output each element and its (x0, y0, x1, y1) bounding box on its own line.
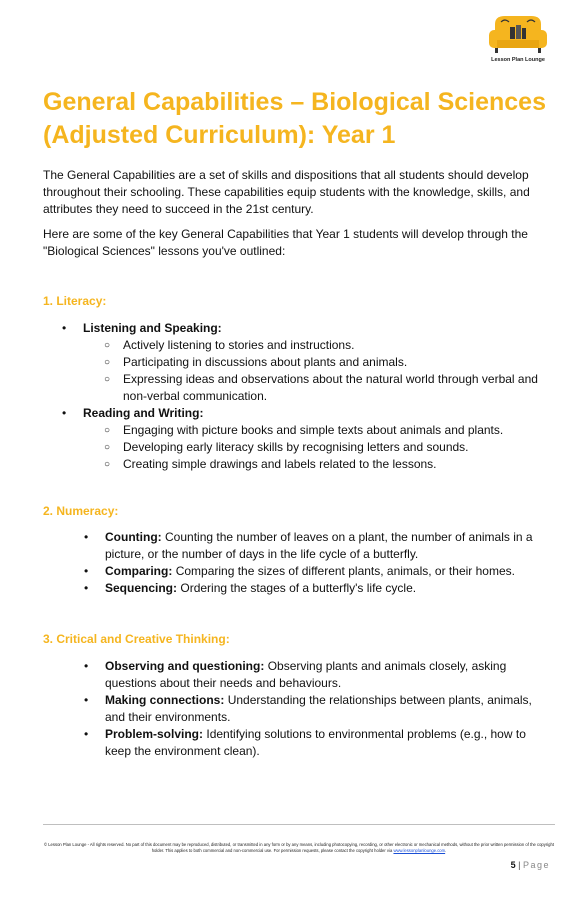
sub-list-item (83, 354, 548, 371)
page-separator: | (518, 860, 521, 870)
sub-list-item (83, 439, 548, 456)
circle-bullet-icon: ○ (104, 425, 111, 436)
circle-bullet-icon: ○ (104, 357, 111, 368)
list-item (84, 563, 552, 580)
sub-list-item (83, 422, 548, 439)
item-label: Making connections: (105, 693, 225, 707)
sub-item-text: Expressing ideas and observations about the natural world through verbal and non-verbal communication. (123, 372, 538, 403)
item-label: Sequencing: (105, 581, 178, 595)
item-label: Counting: (105, 530, 162, 544)
circle-bullet-icon: ○ (104, 442, 111, 453)
sub-item-text: Engaging with picture books and simple texts about animals and plants. (123, 423, 504, 437)
sub-item-text: Creating simple drawings and labels related to the lessons. (123, 457, 437, 471)
sub-list-item (83, 337, 548, 354)
bullet-icon: • (84, 659, 89, 673)
page-word: Page (522, 860, 550, 870)
list-item (84, 529, 552, 563)
sub-item-text: Participating in discussions about plants and animals. (123, 355, 408, 369)
item-text: Ordering the stages of a butterfly's life cycle. (180, 581, 417, 595)
item-label: Reading and Writing: (83, 406, 204, 420)
bullet-icon: • (84, 727, 89, 741)
literacy-list (62, 320, 552, 473)
intro-paragraph: Here are some of the key General Capabilities that Year 1 students will develop through the "Biological Sciences" lessons you've outlined: (43, 227, 528, 258)
bullet-icon: • (84, 564, 89, 578)
item-text: Observing plants and animals closely, asking questions about their needs and behaviours. (105, 659, 507, 690)
list-item (84, 692, 552, 726)
intro-paragraph: The General Capabilities are a set of skills and dispositions that all students should develop throughout their schooling. These capabilities equip students with the knowledge, skills, and attributes they need to succeed in the 21st century. (43, 168, 530, 216)
section-heading-literacy: 1. Literacy: (43, 294, 107, 308)
section-heading-critical-thinking: 3. Critical and Creative Thinking: (43, 632, 230, 646)
link-suffix: . (445, 848, 447, 853)
logo-text: Lesson Plan Lounge (491, 57, 545, 63)
circle-bullet-icon: ○ (104, 459, 111, 470)
list-item (62, 320, 552, 405)
item-label: Comparing: (105, 564, 173, 578)
copyright-text: © Lesson Plan Lounge - All rights reserved. No part of this document may be reproduced, distributed, or transmitted in any form or by any means, including photocopying, recording, or other electronic or mechanical methods, without the prior written permission of the copyright holder. This applies to both commercial and non-commercial use. For permission requests, please contact the copyright holder via (43, 842, 555, 853)
footer-divider (43, 824, 555, 825)
item-text: Counting the number of leaves on a plant, the number of animals in a picture, or the number of days in the life cycle of a butterfly. (105, 530, 533, 561)
bullet-icon: • (62, 321, 67, 335)
couch-with-books-icon (487, 14, 549, 56)
list-item (84, 580, 552, 597)
item-text: Identifying solutions to environmental problems (e.g., how to keep the environment clean). (105, 727, 526, 758)
bullet-icon: • (84, 581, 89, 595)
section-heading-numeracy: 2. Numeracy: (43, 504, 119, 518)
item-label: Observing and questioning: (105, 659, 265, 673)
sub-item-text: Developing early literacy skills by recognising letters and sounds. (123, 440, 469, 454)
footer-copyright (43, 842, 555, 854)
item-text: Comparing the sizes of different plants, animals, or their homes. (175, 564, 515, 578)
logo (483, 14, 553, 64)
item-text: Understanding the relationships between plants, animals, and their environments. (105, 693, 532, 724)
website-link[interactable]: www.lessonplanlounge.com (393, 848, 446, 853)
page-number (511, 860, 550, 870)
bullet-icon: • (62, 406, 67, 420)
item-label: Listening and Speaking: (83, 321, 222, 335)
critical-thinking-list (84, 658, 552, 760)
sub-item-text: Actively listening to stories and instructions. (123, 338, 355, 352)
list-item (62, 405, 552, 473)
list-item (84, 658, 552, 692)
sub-list-item (83, 456, 548, 473)
page-title: General Capabilities – Biological Sciences (Adjusted Curriculum): Year 1 (43, 88, 546, 149)
item-label: Problem-solving: (105, 727, 204, 741)
bullet-icon: • (84, 693, 89, 707)
numeracy-list (84, 529, 552, 597)
bullet-icon: • (84, 530, 89, 544)
circle-bullet-icon: ○ (104, 374, 111, 385)
page-number-value: 5 (510, 860, 516, 870)
sub-list (83, 337, 552, 405)
list-item (84, 726, 552, 760)
sub-list (83, 422, 552, 473)
sub-list-item (83, 371, 548, 405)
circle-bullet-icon: ○ (104, 340, 111, 351)
